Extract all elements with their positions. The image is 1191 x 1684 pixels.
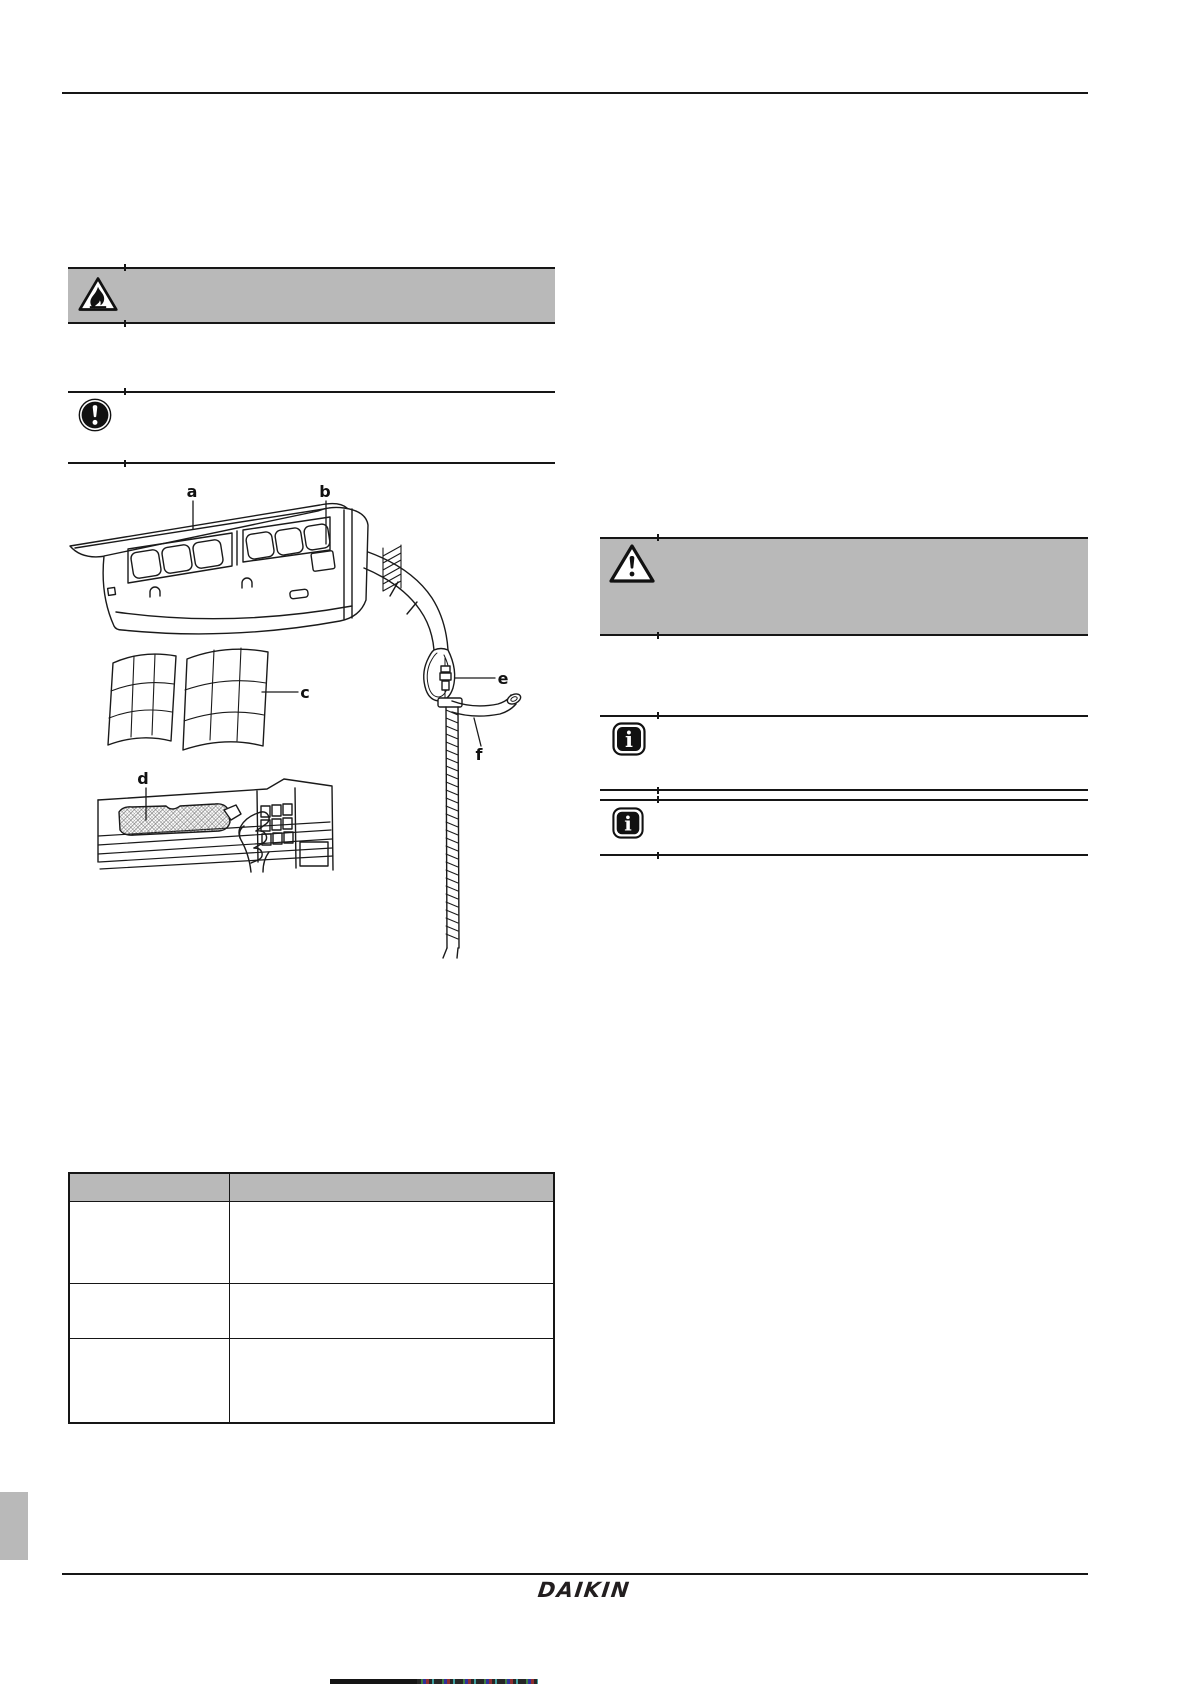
rule-tick bbox=[657, 534, 659, 541]
figure-label-b: b bbox=[319, 482, 331, 501]
information-icon bbox=[612, 722, 646, 756]
notice-icon bbox=[78, 398, 112, 432]
rule-tick bbox=[657, 712, 659, 719]
info-note bbox=[600, 799, 1088, 856]
wall-hatch bbox=[383, 545, 401, 591]
table-cell bbox=[229, 1284, 554, 1339]
header-rule bbox=[62, 92, 1088, 94]
table-row bbox=[69, 1284, 554, 1339]
rule-tick bbox=[657, 852, 659, 859]
table-cell bbox=[229, 1339, 554, 1423]
indoor-unit-figure bbox=[60, 455, 530, 965]
svg-text:i: i bbox=[624, 811, 632, 836]
figure-label-d: d bbox=[137, 769, 149, 788]
rule-tick bbox=[657, 787, 659, 794]
figure-label-a: a bbox=[186, 482, 198, 501]
warning-box bbox=[600, 537, 1088, 636]
table-cell bbox=[69, 1202, 229, 1284]
table-row bbox=[69, 1339, 554, 1423]
warning-flammable-box bbox=[68, 267, 555, 324]
figure-label-e: e bbox=[497, 669, 509, 688]
caution-warning-icon bbox=[609, 543, 655, 583]
table-header-cell bbox=[69, 1173, 229, 1202]
rule-tick bbox=[657, 632, 659, 639]
rule-tick bbox=[124, 320, 126, 327]
rule-tick bbox=[657, 796, 659, 803]
table-cell bbox=[229, 1202, 554, 1284]
table-row bbox=[69, 1202, 554, 1284]
flammable-warning-icon bbox=[78, 275, 118, 313]
filter-removal-closeup bbox=[98, 779, 333, 872]
air-filter bbox=[108, 654, 176, 745]
air-filter bbox=[183, 649, 268, 750]
table-cell bbox=[69, 1339, 229, 1423]
svg-text:i: i bbox=[625, 727, 633, 752]
table-header-cell bbox=[229, 1173, 554, 1202]
figure-label-f: f bbox=[475, 745, 483, 764]
page-edge-section-tab bbox=[0, 1492, 28, 1560]
table-header-row bbox=[69, 1173, 554, 1202]
spec-table bbox=[68, 1172, 555, 1424]
print-registration-bar bbox=[330, 1679, 417, 1684]
rule-tick bbox=[124, 388, 126, 395]
footer-rule bbox=[62, 1573, 1088, 1575]
info-note bbox=[600, 715, 1088, 791]
table-cell bbox=[69, 1284, 229, 1339]
information-icon bbox=[612, 807, 644, 839]
daikin-logo: DAIKIN bbox=[536, 1578, 632, 1602]
print-color-strip bbox=[417, 1679, 538, 1684]
rule-tick bbox=[124, 264, 126, 271]
figure-label-c: c bbox=[300, 683, 310, 702]
notice-box bbox=[68, 391, 555, 464]
